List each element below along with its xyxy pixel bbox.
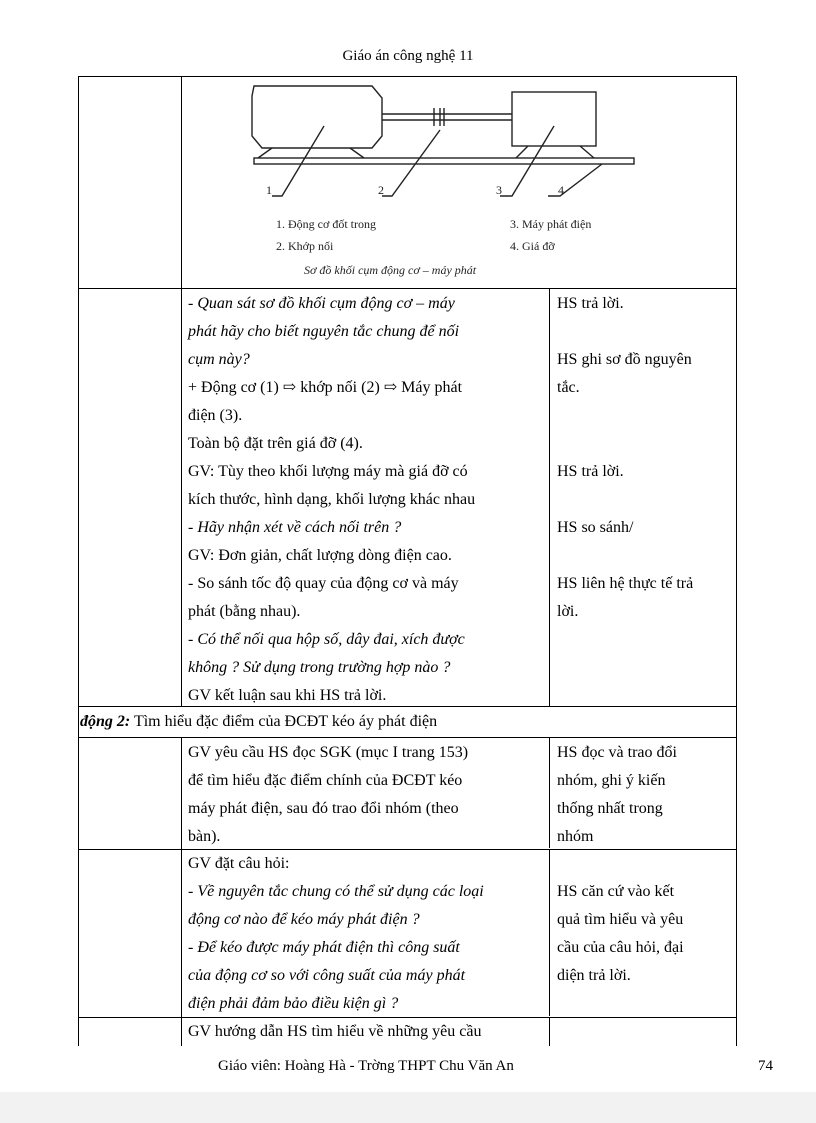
row-c-teacher-cell	[188, 1018, 544, 1046]
teacher-line: - So sánh tốc độ quay của động cơ và máy	[188, 575, 459, 592]
teacher-line: GV yêu cầu HS đọc SGK (mục I trang 153)	[188, 744, 469, 761]
teacher-line: GV hướng dẫn HS tìm hiểu về những yêu cầu	[188, 1023, 482, 1040]
student-line: nhóm	[557, 828, 594, 845]
student-line: tắc.	[557, 379, 580, 396]
teacher-line: động cơ nào để kéo máy phát điện ?	[188, 911, 420, 928]
diagram-number-1: 1	[266, 183, 272, 197]
student-line: diện trả lời.	[557, 967, 631, 984]
student-line: HS trả lời.	[557, 463, 624, 480]
page-header: Giáo án công nghệ 11	[342, 48, 474, 64]
section1-student-cell	[557, 290, 731, 626]
row-b-student-cell	[557, 878, 731, 990]
student-line: HS trả lời.	[557, 295, 624, 312]
student-line: nhóm, ghi ý kiến	[557, 772, 666, 789]
row-a-teacher-cell	[188, 739, 544, 851]
diagram-number-3: 3	[496, 183, 502, 197]
teacher-line: GV đặt câu hỏi:	[188, 855, 290, 872]
teacher-line: phát (bằng nhau).	[188, 603, 301, 620]
legend-item-1: 1. Động cơ đốt trong	[276, 217, 377, 231]
teacher-line: - Có thể nối qua hộp số, dây đai, xích được	[188, 631, 465, 648]
generator-block	[512, 92, 596, 146]
teacher-line: - Quan sát sơ đồ khối cụm động cơ – máy	[188, 295, 455, 312]
teacher-line: GV kết luận sau khi HS trả lời.	[188, 687, 387, 704]
activity-2-heading	[80, 708, 730, 736]
teacher-line: phát hãy cho biết nguyên tắc chung để nối	[188, 323, 460, 340]
engine-generator-diagram	[182, 76, 736, 288]
teacher-line: của động cơ so với công suất của máy phát	[188, 967, 466, 984]
student-line: lời.	[557, 603, 579, 620]
teacher-line: - Hãy nhận xét về cách nối trên ?	[188, 519, 402, 536]
row-b-teacher-cell	[188, 850, 544, 1018]
teacher-line: điện (3).	[188, 407, 243, 424]
teacher-line: cụm này?	[188, 351, 250, 368]
bottom-band	[0, 1092, 816, 1123]
page-number: 74	[758, 1058, 773, 1074]
diagram-number-2: 2	[378, 183, 384, 197]
teacher-line: GV: Đơn giản, chất lượng dòng điện cao.	[188, 547, 452, 564]
student-line: HS ghi sơ đồ nguyên	[557, 351, 692, 368]
legend-item-4: 4. Giá đỡ	[510, 239, 555, 253]
teacher-line: - Để kéo được máy phát điện thì công suất	[188, 939, 460, 956]
teacher-line: không ? Sử dụng trong trường hợp nào ?	[188, 659, 451, 676]
teacher-line: kích thước, hình dạng, khối lượng khác nhau	[188, 491, 476, 508]
student-line: HS đọc và trao đổi	[557, 744, 677, 761]
student-line: HS liên hệ thực tế trả	[557, 575, 694, 592]
footer-teacher: Giáo viên: Hoàng Hà - Trờng THPT Chu Văn An	[218, 1058, 514, 1074]
base-frame	[254, 158, 634, 164]
row-a-student-cell	[557, 739, 731, 851]
teacher-line: - Về nguyên tắc chung có thể sử dụng các loại	[188, 883, 484, 900]
teacher-line: để tìm hiểu đặc điểm chính của ĐCĐT kéo	[188, 772, 463, 789]
teacher-line: Toàn bộ đặt trên giá đỡ (4).	[188, 435, 363, 452]
legend-item-2: 2. Khớp nối	[276, 239, 334, 253]
activity-2-label: động 2:	[80, 713, 131, 730]
diagram-caption: Sơ đồ khối cụm động cơ – máy phát	[304, 263, 477, 277]
teacher-line: máy phát điện, sau đó trao đổi nhóm (theo	[188, 800, 459, 817]
teacher-line: + Động cơ (1) ⇨ khớp nối (2) ⇨ Máy phát	[188, 379, 463, 396]
student-line: HS so sánh/	[557, 519, 634, 536]
student-line: cầu của câu hỏi, đại	[557, 939, 684, 956]
student-line: HS căn cứ vào kết	[557, 883, 675, 900]
student-line: thống nhất trong	[557, 800, 663, 817]
teacher-line: bàn).	[188, 828, 221, 845]
legend-item-3: 3. Máy phát điện	[510, 217, 592, 231]
diagram-number-4: 4	[558, 183, 564, 197]
activity-2-title: Tìm hiểu đặc điểm của ĐCĐT kéo áy phát điện	[130, 713, 438, 730]
teacher-line: GV: Tùy theo khối lượng máy mà giá đỡ có	[188, 463, 468, 480]
section1-teacher-cell	[188, 290, 544, 710]
student-line: quả tìm hiểu và yêu	[557, 911, 684, 928]
teacher-line: điện phải đảm bảo điều kiện gì ?	[188, 995, 399, 1012]
